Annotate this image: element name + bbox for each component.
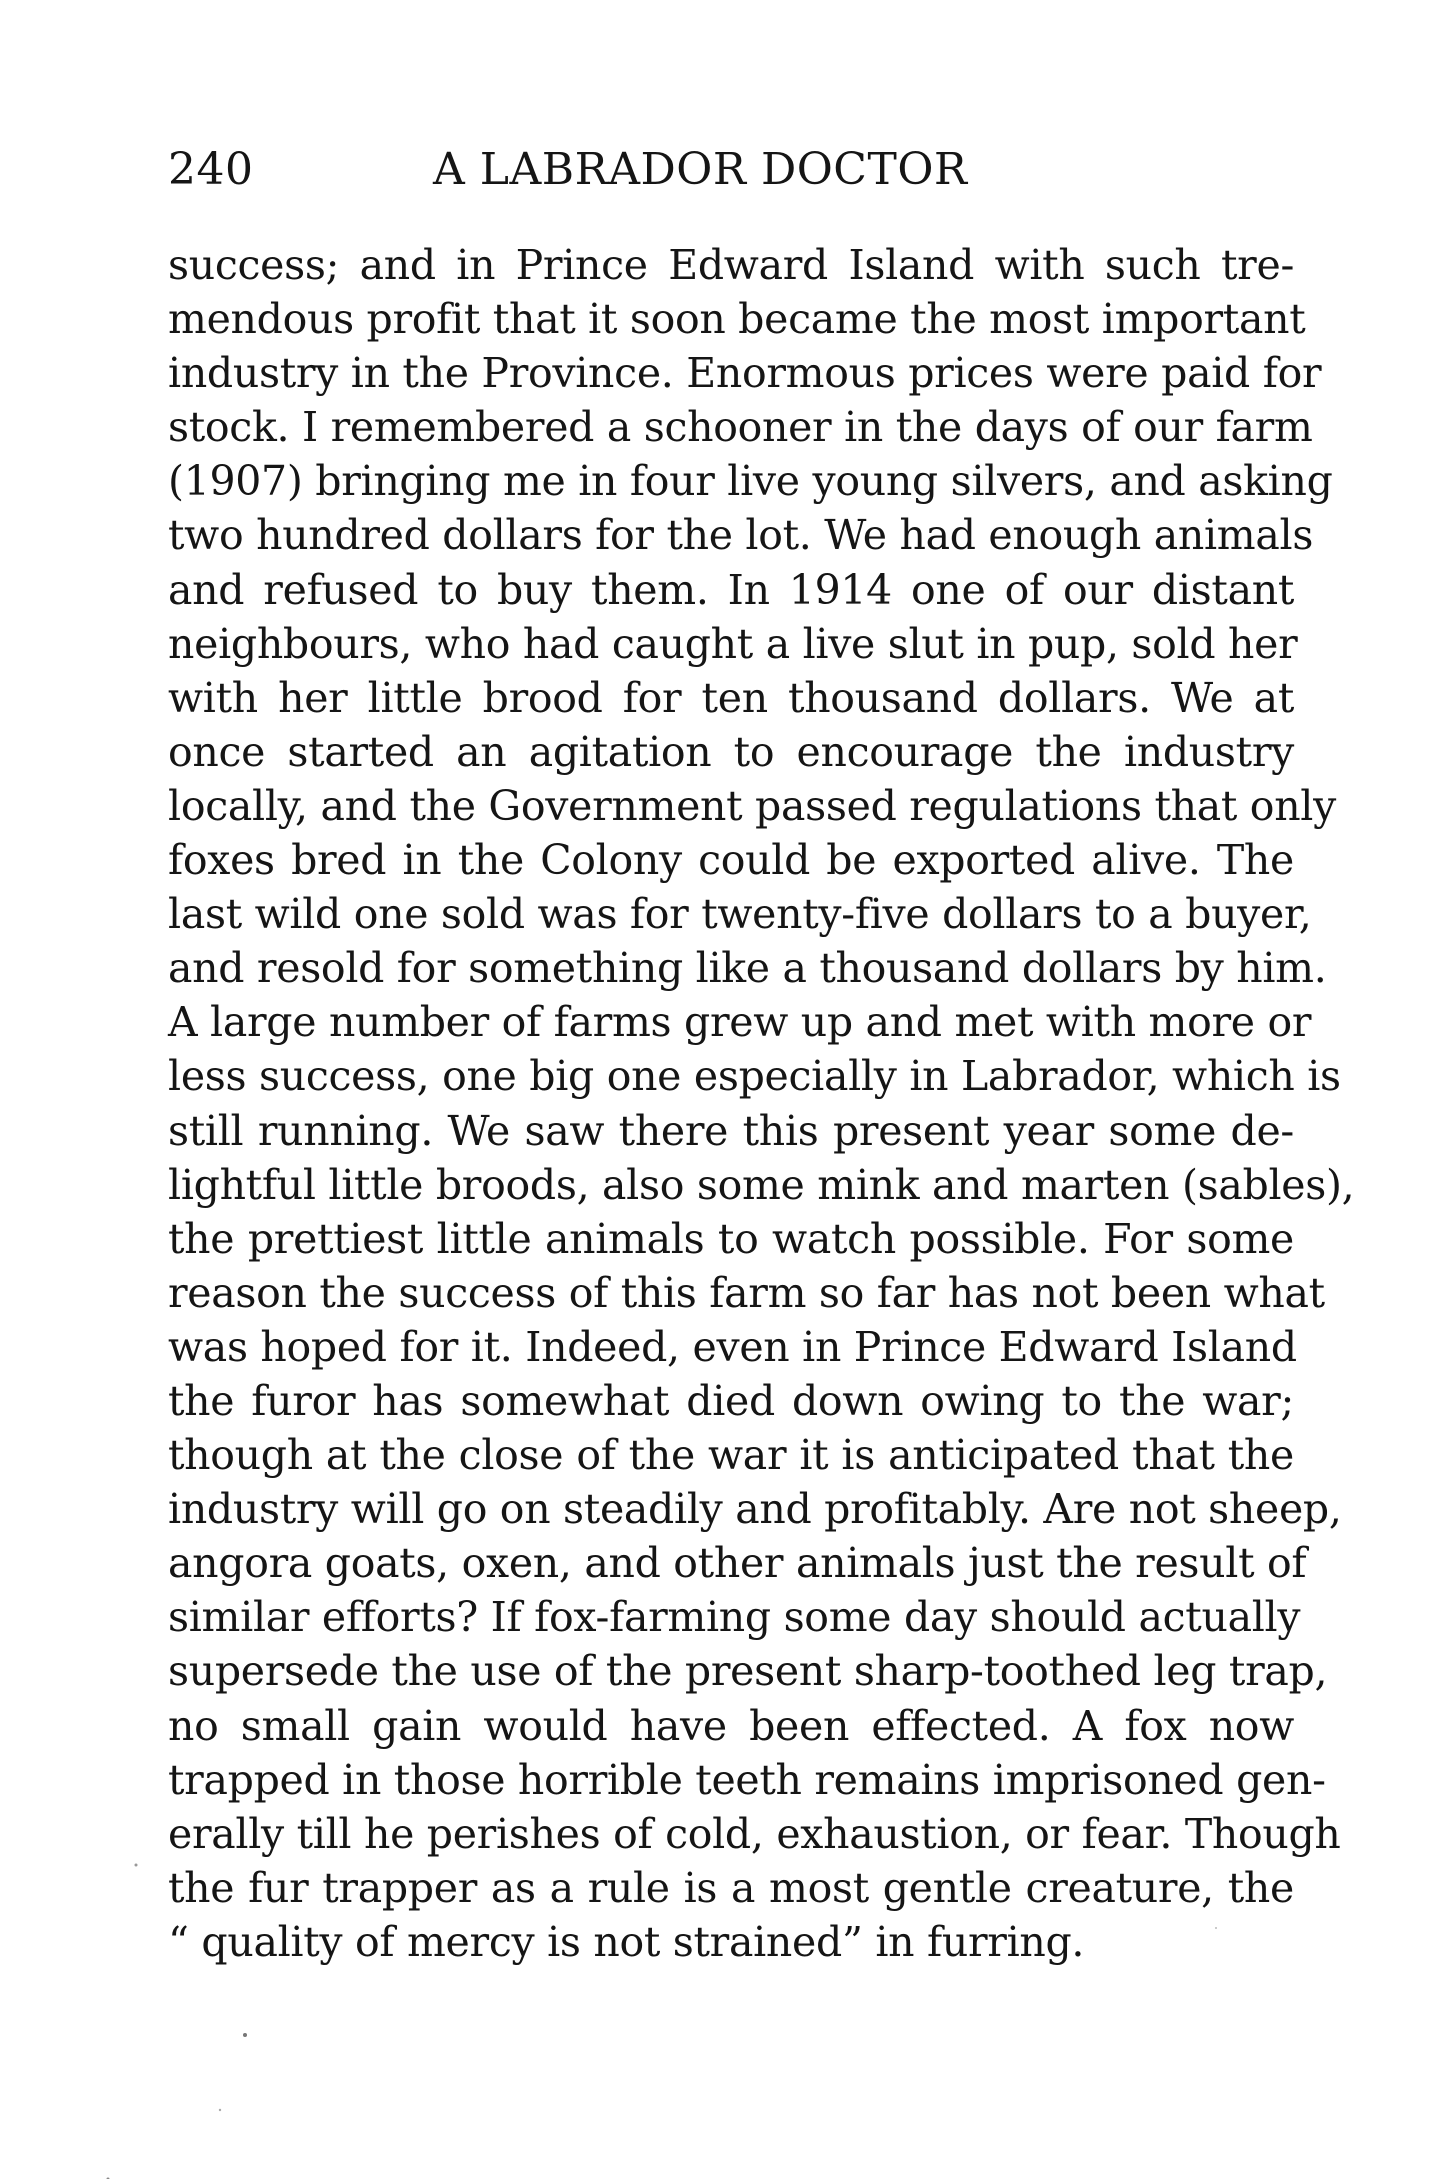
text-line: once started an agitation to encourage the industry xyxy=(168,727,1294,776)
text-line: success; and in Prince Edward Island with such tre- xyxy=(168,241,1294,289)
text-line: the fur trapper as a rule is a most gentle creature, the xyxy=(168,1863,1294,1912)
text-line: and resold for something like a thousand dollars by him. xyxy=(168,944,1327,993)
text-line: though at the close of the war it is anticipated that the xyxy=(168,1431,1294,1480)
text-line: mendous profit that it soon became the most important xyxy=(168,295,1306,344)
speck xyxy=(243,2033,247,2037)
text-line: (1907) bringing me in four live young silvers, and asking xyxy=(168,457,1333,506)
text-line: less success, one big one especially in Labrador, which is xyxy=(168,1052,1341,1101)
text-line-last: “ quality of mercy is not strained” in furring. xyxy=(168,1917,1085,1966)
body-text xyxy=(168,238,1355,1969)
text-line: locally, and the Government passed regulations that only xyxy=(168,781,1336,830)
page-number: 240 xyxy=(168,144,254,195)
text-line: foxes bred in the Colony could be exported alive. The xyxy=(168,836,1294,885)
text-line: neighbours, who had caught a live slut in pup, sold her xyxy=(168,619,1298,668)
text-line: reason the success of this farm so far has not been what xyxy=(168,1268,1325,1317)
speck xyxy=(135,1864,138,1867)
page-header xyxy=(168,140,1294,200)
text-line: last wild one sold was for twenty-five dollars to a buyer, xyxy=(168,890,1312,939)
text-line: still running. We saw there this present year some de- xyxy=(168,1106,1294,1155)
text-line: and refused to buy them. In 1914 one of our distant xyxy=(168,565,1294,614)
text-line: industry in the Province. Enormous prices were paid for xyxy=(168,349,1322,398)
text-line: erally till he perishes of cold, exhaustion, or fear. Though xyxy=(168,1809,1341,1858)
running-title: A LABRADOR DOCTOR xyxy=(433,144,968,195)
text-line: trapped in those horrible teeth remains imprisoned gen- xyxy=(168,1755,1326,1804)
speck xyxy=(219,2109,221,2111)
text-line: with her little brood for ten thousand dollars. We at xyxy=(168,673,1294,722)
text-line: angora goats, oxen, and other animals just the result of xyxy=(168,1539,1307,1588)
text-line: supersede the use of the present sharp-toothed leg trap, xyxy=(168,1647,1328,1696)
text-line: similar efforts? If fox-farming some day should actually xyxy=(168,1593,1301,1642)
text-line: the furor has somewhat died down owing to the war; xyxy=(168,1376,1294,1425)
text-line: industry will go on steadily and profitably. Are not sheep, xyxy=(168,1485,1342,1534)
text-line: no small gain would have been effected. A fox now xyxy=(168,1701,1294,1750)
text-line: lightful little broods, also some mink and marten (sables), xyxy=(168,1160,1355,1209)
text-line: was hoped for it. Indeed, even in Prince Edward Island xyxy=(168,1322,1297,1371)
text-line: A large number of farms grew up and met with more or xyxy=(168,998,1312,1047)
text-line: two hundred dollars for the lot. We had enough animals xyxy=(168,511,1314,560)
text-line: stock. I remembered a schooner in the days of our farm xyxy=(168,403,1313,452)
text-line: the prettiest little animals to watch possible. For some xyxy=(168,1214,1294,1263)
